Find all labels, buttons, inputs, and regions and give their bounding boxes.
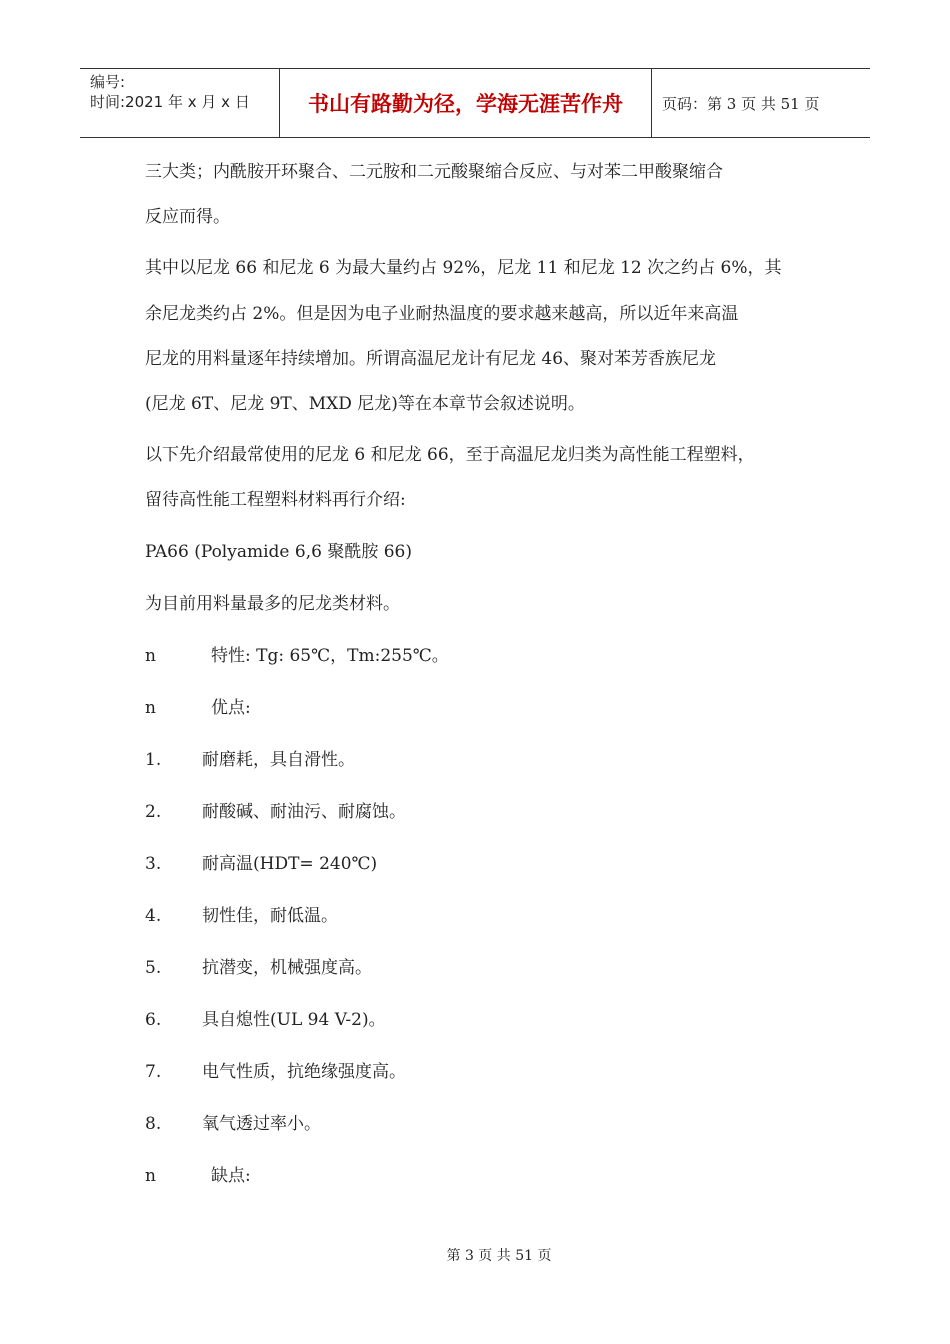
advantages-marker: n bbox=[145, 698, 156, 718]
para3-line1: 以下先介绍最常使用的尼龙 6 和尼龙 66，至于高温尼龙归类为高性能工程塑料， bbox=[145, 445, 755, 465]
para2-line1: 其中以尼龙 66 和尼龙 6 为最大量约占 92%，尼龙 11 和尼龙 12 次之约占 6%，其 bbox=[145, 258, 782, 278]
advantages-heading: 优点: bbox=[211, 698, 251, 718]
advantage-text: 抗潜变，机械强度高。 bbox=[202, 958, 372, 978]
advantage-num: 7. bbox=[145, 1062, 162, 1082]
para2-line3: 尼龙的用料量逐年持续增加。所谓高温尼龙计有尼龙 46、聚对苯芳香族尼龙 bbox=[145, 349, 717, 369]
page-header bbox=[80, 68, 870, 138]
advantage-num: 6. bbox=[145, 1010, 162, 1030]
pa66-title: PA66 (Polyamide 6,6 聚酰胺 66) bbox=[145, 542, 412, 562]
page-footer: 第 3 页 共 51 页 bbox=[446, 1248, 552, 1264]
advantage-text: 电气性质，抗绝缘强度高。 bbox=[202, 1062, 406, 1082]
advantage-text: 具自熄性(UL 94 V-2)。 bbox=[202, 1010, 386, 1030]
header-motto: 书山有路勤为径，学海无涯苦作舟 bbox=[280, 69, 652, 137]
advantage-num: 8. bbox=[145, 1114, 162, 1134]
advantage-text: 耐酸碱、耐油污、耐腐蚀。 bbox=[202, 802, 406, 822]
header-meta bbox=[80, 69, 280, 137]
para2-line2: 余尼龙类约占 2%。但是因为电子业耐热温度的要求越来越高，所以近年来高温 bbox=[145, 304, 739, 324]
advantage-text: 氧气透过率小。 bbox=[202, 1114, 321, 1134]
advantage-num: 5. bbox=[145, 958, 162, 978]
para1-line1: 三大类；内酰胺开环聚合、二元胺和二元酸聚缩合反应、与对苯二甲酸聚缩合 bbox=[145, 162, 723, 182]
properties-marker: n bbox=[145, 646, 156, 666]
disadvantages-marker: n bbox=[145, 1166, 156, 1186]
advantage-num: 3. bbox=[145, 854, 162, 874]
advantage-text: 耐高温(HDT= 240℃) bbox=[202, 854, 378, 874]
advantage-num: 4. bbox=[145, 906, 162, 926]
advantage-num: 2. bbox=[145, 802, 162, 822]
para3-line2: 留待高性能工程塑料材料再行介绍: bbox=[145, 490, 406, 510]
header-page-info: 页码：第 3 页 共 51 页 bbox=[662, 94, 820, 113]
advantage-text: 耐磨耗，具自滑性。 bbox=[202, 750, 355, 770]
advantage-num: 1. bbox=[145, 750, 162, 770]
para1-line2: 反应而得。 bbox=[145, 207, 230, 227]
number-label: 编号: bbox=[90, 73, 126, 91]
advantage-text: 韧性佳，耐低温。 bbox=[202, 906, 338, 926]
properties-text: 特性: Tg: 65℃，Tm:255℃。 bbox=[211, 646, 449, 666]
para2-line4: (尼龙 6T、尼龙 9T、MXD 尼龙)等在本章节会叙述说明。 bbox=[145, 394, 585, 414]
pa66-desc: 为目前用料量最多的尼龙类材料。 bbox=[145, 594, 400, 614]
time-label: 时间:2021 年 x 月 x 日 bbox=[90, 93, 250, 111]
disadvantages-heading: 缺点: bbox=[211, 1166, 251, 1186]
